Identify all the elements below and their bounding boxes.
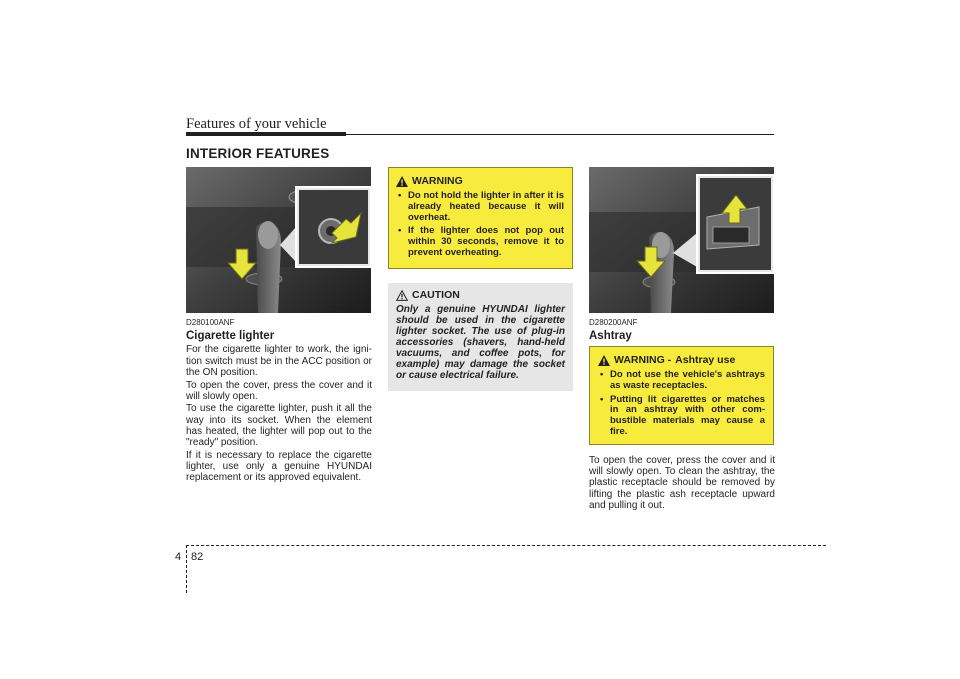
- header-title: Features of your vehicle: [186, 116, 327, 132]
- footer-rule: [186, 545, 826, 546]
- header-rule-thin: [346, 134, 774, 135]
- caution-header: [396, 289, 565, 301]
- footer-divider: [186, 545, 187, 593]
- lighter-text-column: [186, 317, 372, 485]
- ashtray-photo: [589, 167, 774, 313]
- header-rule-thick: [186, 132, 346, 136]
- warning-title: WARNING: [412, 175, 463, 187]
- ashtray-warning-title: WARNING -: [614, 354, 672, 366]
- warning-item: • Putting lit cigarettes or matches in an ashtray with other com-bustible materials may cause a fire.: [598, 395, 765, 438]
- page-section-number: 4: [175, 551, 182, 563]
- lighter-heading: Cigarette lighter: [186, 330, 275, 343]
- page-number: 82: [191, 551, 204, 563]
- lighter-caution-box: [388, 283, 573, 391]
- warning-item: • If the lighter does not pop out within 30 seconds, remove it to prevent overheating.: [396, 226, 564, 258]
- ashtray-warning-box: [589, 346, 774, 445]
- ref-code-ashtray: D280200ANF: [589, 318, 638, 327]
- ashtray-heading: Ashtray: [589, 330, 632, 343]
- ashtray-body: [589, 455, 775, 513]
- ashtray-warning-subtitle: Ashtray use: [675, 354, 736, 366]
- section-title: INTERIOR FEATURES: [186, 146, 330, 161]
- caution-text: Only a genuine HYUNDAI lighter should be used in the cigarette lighter socket. The use of plug-in accessories (shavers, hand-held vacuums, and coffee pots, for example) may damage the socket or cause electrical failure.: [396, 304, 565, 381]
- ashtray-warning-header: [598, 354, 765, 366]
- warning-item: • Do not hold the lighter in after it is already heated because it will overheat.: [396, 191, 564, 223]
- caution-title: CAUTION: [412, 289, 460, 301]
- ashtray-paragraph: To open the cover, press the cover and it will slowly open. To clean the ashtray, the plastic receptacle should be removed by lifting the plastic ash receptacle upward and pulling it out.: [589, 455, 775, 511]
- image-code-lighter: ONF048101: [328, 305, 372, 314]
- cigarette-lighter-photo: [186, 167, 371, 313]
- ashtray-warning-list: [598, 370, 765, 438]
- lighter-paragraph: If it is necessary to replace the cigarette lighter, use only a genuine HYUNDAI replacement or its approved equivalent.: [186, 449, 372, 484]
- ashtray-text-column: [589, 317, 775, 344]
- warning-triangle-icon: [396, 176, 408, 187]
- lighter-warning-box: [388, 167, 573, 269]
- lighter-paragraph: For the cigarette lighter to work, the igni-tion switch must be in the ACC position or the ON position.: [186, 344, 372, 378]
- caution-triangle-icon: [396, 290, 408, 301]
- image-code-ashtray: ONF048102: [730, 305, 774, 314]
- ref-code-lighter: D280100ANF: [186, 318, 235, 327]
- warning-item: • Do not use the vehicle's ashtrays as waste receptacles.: [598, 370, 765, 392]
- warning-list: [396, 191, 564, 259]
- warning-header: [396, 175, 564, 187]
- lighter-paragraph: To open the cover, press the cover and it will slowly open.: [186, 379, 372, 402]
- warning-triangle-icon: [598, 355, 610, 366]
- lighter-paragraph: To use the cigarette lighter, push it all the way into its socket. When the element has heated, the lighter will pop out to the "ready" position.: [186, 403, 372, 449]
